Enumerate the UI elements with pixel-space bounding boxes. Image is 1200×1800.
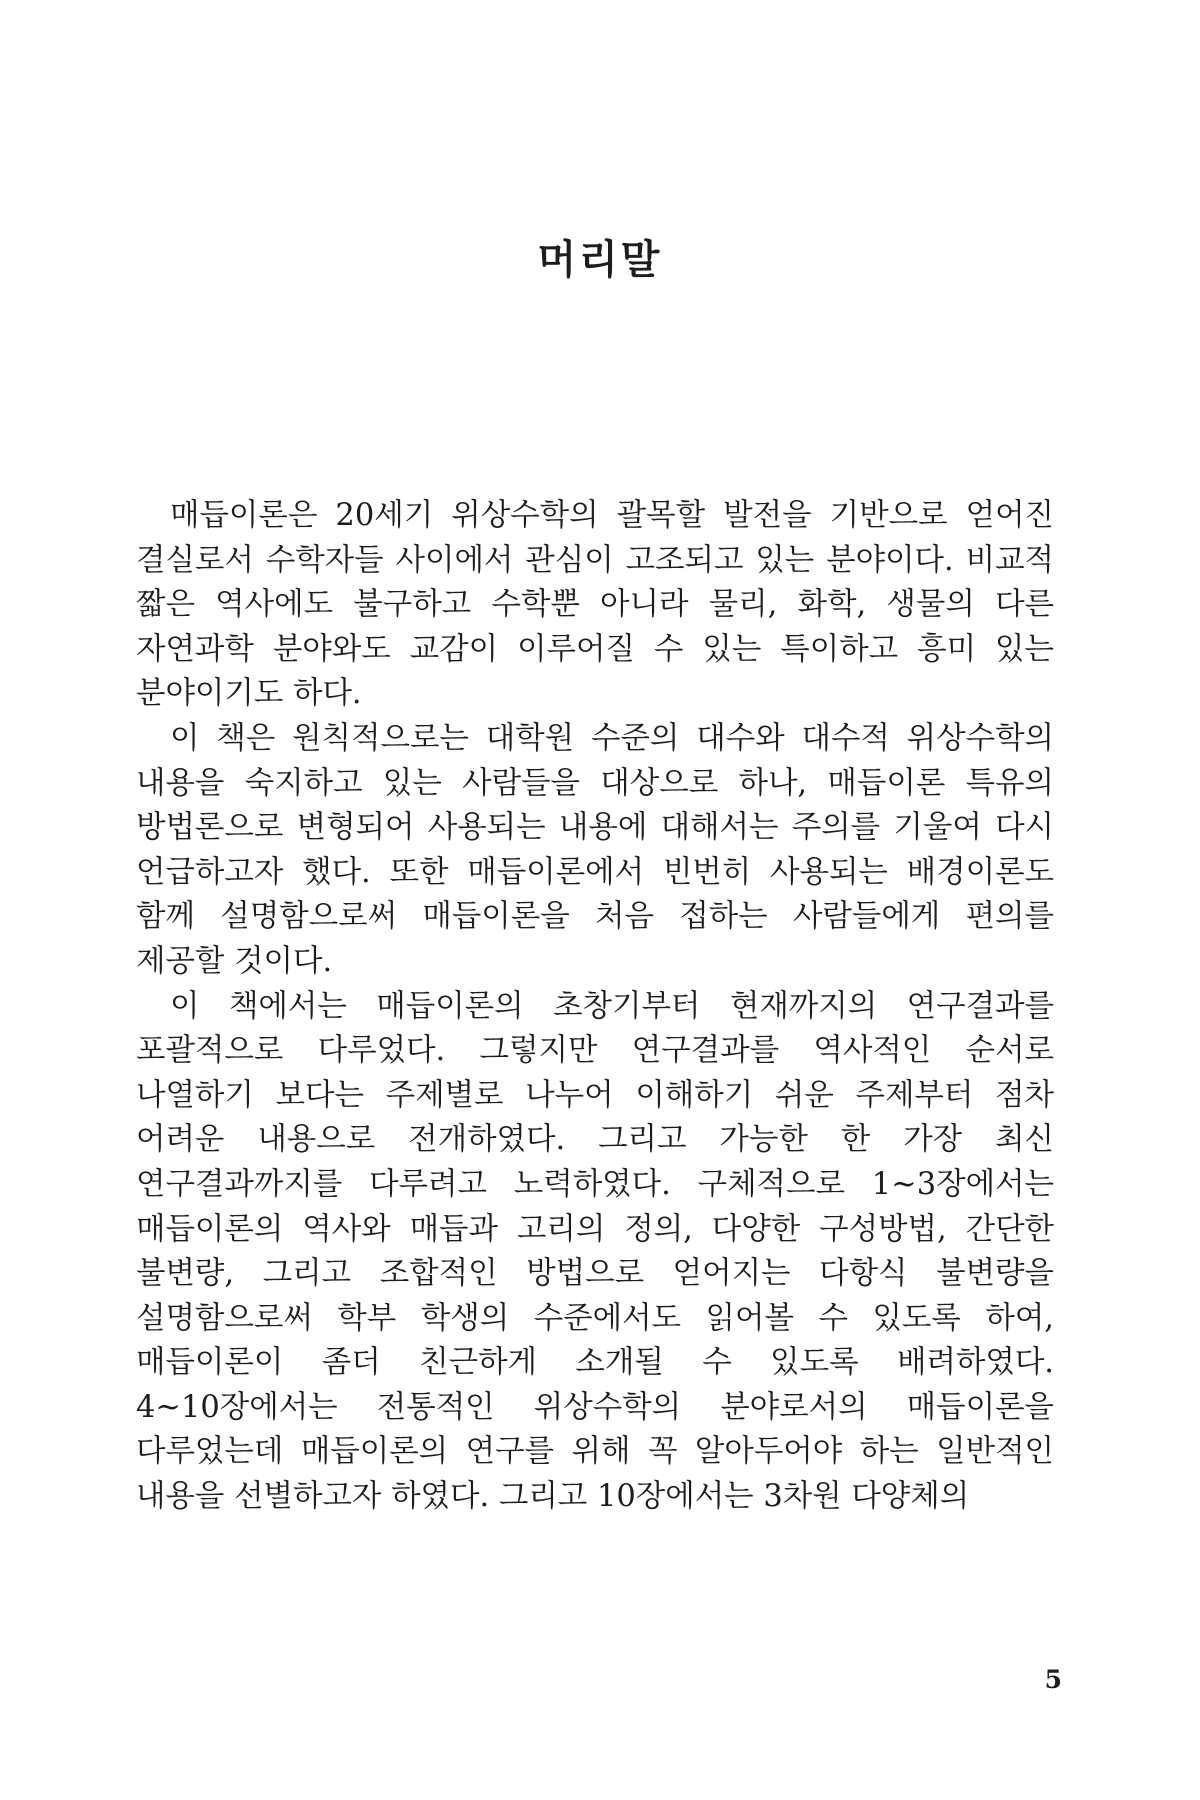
paragraph: 이 책은 원칙적으로는 대학원 수준의 대수와 대수적 위상수학의 내용을 숙지하고 있는 사람들을 대상으로 하나, 매듭이론 특유의 방법론으로 변형되어 사용되는 내용에 대해서는 주의를 기울여 다시 언급하고자 했다. 또한 매듭이론에서 빈번히 사용되는 배경이론도 함께 설명함으로써 매듭이론을 처음 접하는 사람들에게 편의를 제공할 것이다. — [136, 720, 1054, 979]
page-title: 머리말 — [537, 236, 663, 283]
paragraph: 이 책에서는 매듭이론의 초창기부터 현재까지의 연구결과를 포괄적으로 다루었다. 그렇지만 연구결과를 역사적인 순서로 나열하기 보다는 주제별로 나누어 이해하기 쉬운 주제부터 점차 어려운 내용으로 전개하였다. 그리고 가능한 한 가장 최신 연구결과까지를 다루려고 노력하였다. 구체적으로 1~3장에서는 매듭이론의 역사와 매듭과 고리의 정의, 다양한 구성방법, 간단한 불변량, 그리고 조합적인 방법으로 얻어지는 다항식 불변량을 설명함으로써 학부 학생의 수준에서도 읽어볼 수 있도록 하여, 매듭이론이 좀더 친근하게 소개될 수 있도록 배려하였다. 4~10장에서는 전통적인 위상수학의 분야로서의 매듭이론을 다루었는데 매듭이론의 연구를 위해 꼭 알아두어야 하는 일반적인 내용을 선별하고자 하였다. 그리고 10장에서는 3차원 다양체의 — [136, 988, 1054, 1515]
paragraph: 매듭이론은 20세기 위상수학의 괄목할 발전을 기반으로 얻어진 결실로서 수학자들 사이에서 관심이 고조되고 있는 분야이다. 비교적 짧은 역사에도 불구하고 수학뿐 아니라 물리, 화학, 생물의 다른 자연과학 분야와도 교감이 이루어질 수 있는 특이하고 흥미 있는 분야이기도 하다. — [136, 498, 1054, 712]
page-number: 5 — [1044, 1665, 1062, 1694]
body-text — [136, 494, 1054, 1520]
